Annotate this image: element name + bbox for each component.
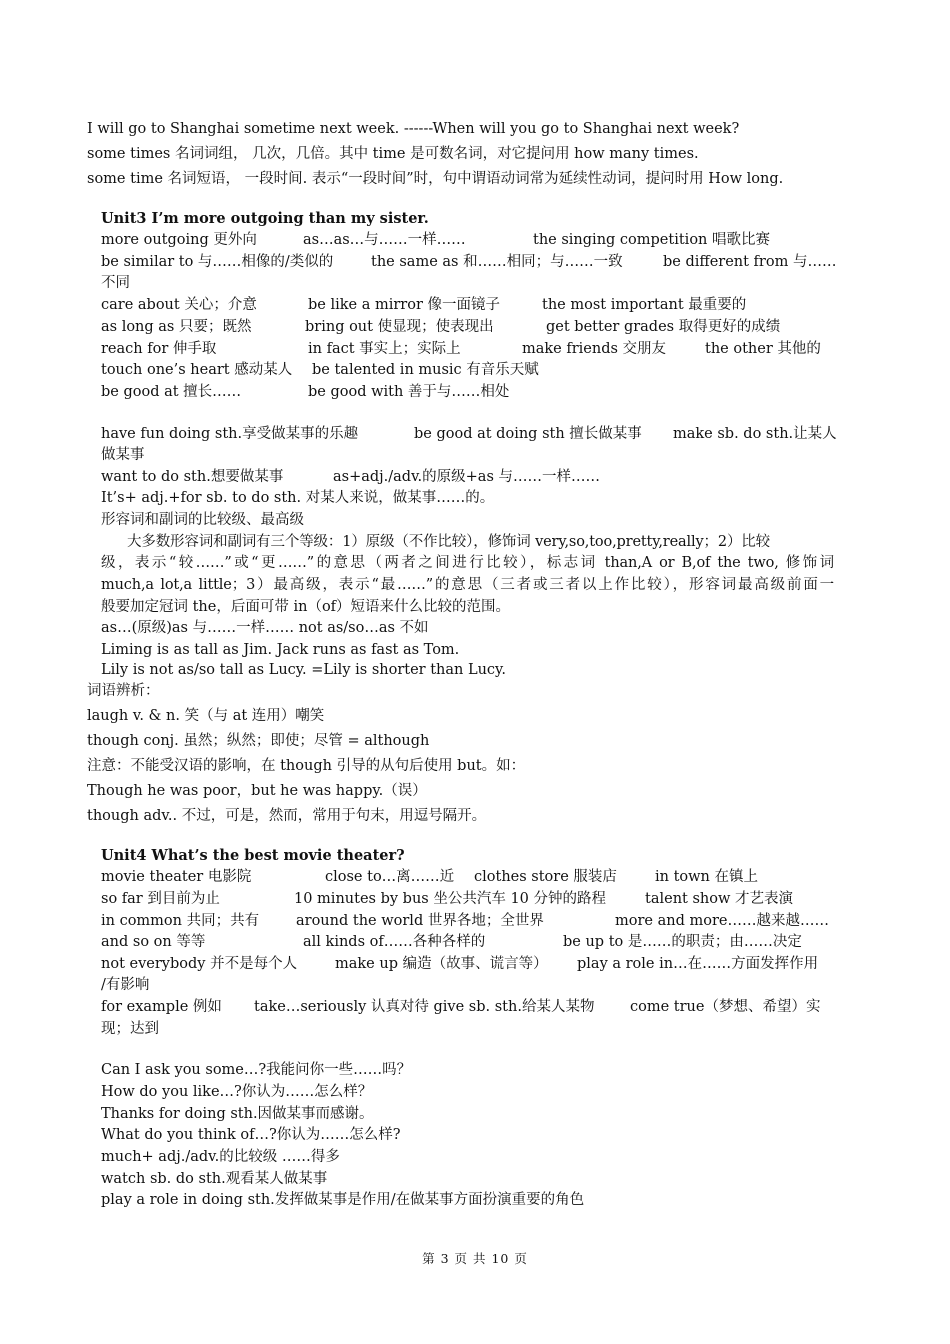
phrase: and so on 等等: [101, 934, 206, 950]
text-line: Though he was poor，but he was happy.（误）: [87, 783, 427, 799]
phrase: around the world 世界各地；全世界: [296, 913, 544, 929]
phrase: the other 其他的: [705, 341, 821, 357]
phrase: more and more……越来越……: [615, 913, 829, 929]
phrase: as…as…与……一样……: [303, 232, 466, 248]
phrase: touch one’s heart 感动某人: [101, 362, 293, 378]
phrase: play a role in…在……方面发挥作用: [577, 956, 819, 972]
phrase: want to do sth.想要做某事: [101, 469, 284, 485]
text-line: 做某事: [101, 447, 145, 463]
phrase: the most important 最重要的: [542, 297, 747, 313]
example-line: Lily is not as/so tall as Lucy. =Lily is shorter than Lucy.: [101, 662, 506, 678]
grammar-line: as…(原级)as 与……一样…… not as/so…as 不如: [101, 620, 429, 636]
phrase: be good with 善于与……相处: [308, 384, 510, 400]
sentence-line: play a role in doing sth.发挥做某事是作用/在做某事方面扮演重要的角色: [101, 1192, 585, 1208]
phrase: as long as 只要；既然: [101, 319, 252, 335]
phrase: for example 例如: [101, 999, 222, 1015]
grammar-line: 般要加定冠词 the，后面可带 in（of）短语来什么比较的范围。: [101, 599, 511, 615]
phrase: talent show 才艺表演: [645, 891, 793, 907]
phrase: in fact 事实上；实际上: [308, 341, 461, 357]
text-line: I will go to Shanghai sometime next week. ------When will you go to Shanghai next week?: [87, 121, 740, 137]
text-line: though conj. 虽然；纵然；即使；尽管 = although: [87, 733, 430, 749]
sentence-line: Thanks for doing sth.因做某事而感谢。: [101, 1106, 374, 1122]
phrase: make sb. do sth.让某人: [673, 426, 837, 442]
phrase: movie theater 电影院: [101, 869, 252, 885]
phrase: take…seriously 认真对待 give sb. sth.给某人某物: [254, 999, 595, 1015]
sentence-line: watch sb. do sth.观看某人做某事: [101, 1171, 328, 1187]
phrase: be talented in music 有音乐天赋: [312, 362, 539, 378]
phrase: be like a mirror 像一面镜子: [308, 297, 500, 313]
phrase: be different from 与……: [663, 254, 837, 270]
phrase: come true（梦想、希望）实: [630, 999, 821, 1015]
phrase: clothes store 服装店: [474, 869, 617, 885]
text-line: 现；达到: [101, 1021, 159, 1037]
unit4-heading: Unit4 What’s the best movie theater?: [101, 847, 405, 864]
text-line: some times 名词词组， 几次，几倍。其中 time 是可数名词，对它提问用 how many times.: [87, 146, 699, 162]
phrase: close to…离……近: [325, 869, 455, 885]
phrase: care about 关心；介意: [101, 297, 257, 313]
phrase: reach for 伸手取: [101, 341, 217, 357]
phrase: have fun doing sth.享受做某事的乐趣: [101, 426, 359, 442]
phrase: the same as 和……相同；与……一致: [371, 254, 623, 270]
phrase: make friends 交朋友: [522, 341, 667, 357]
text-line: though adv.. 不过，可是，然而，常用于句末，用逗号隔开。: [87, 808, 487, 824]
phrase: be up to 是……的职责；由……决定: [563, 934, 802, 950]
phrase: in town 在镇上: [655, 869, 759, 885]
text-line: /有影响: [101, 977, 150, 993]
sentence-line: What do you think of…?你认为……怎么样?: [101, 1127, 401, 1143]
text-line: 注意：不能受汉语的影响，在 though 引导的从句后使用 but。如：: [87, 758, 526, 774]
phrase: 10 minutes by bus 坐公共汽车 10 分钟的路程: [294, 891, 607, 907]
text-line: 不同: [101, 275, 130, 291]
phrase: make up 编造（故事、谎言等）: [335, 956, 548, 972]
sentence-line: Can I ask you some…?我能问你一些……吗？: [101, 1062, 412, 1078]
phrase: be good at 擅长……: [101, 384, 242, 400]
page-number: 第 3 页 共 10 页: [422, 1251, 528, 1266]
grammar-line: much,a lot,a little；3）最高级，表示“最……”的意思（三者或三者以上作比较），形容词最高级前面一: [101, 577, 834, 593]
phrase: be good at doing sth 擅长做某事: [414, 426, 642, 442]
phrase: the singing competition 唱歌比赛: [533, 232, 770, 248]
grammar-line: 大多数形容词和副词有三个等级：1）原级（不作比较），修饰词 very,so,too,pretty,really；2）比较: [127, 534, 771, 550]
text-line: It’s+ adj.+for sb. to do sth. 对某人来说，做某事……的。: [101, 490, 495, 506]
phrase: as+adj./adv.的原级+as 与……一样……: [333, 469, 601, 485]
phrase: in common 共同；共有: [101, 913, 260, 929]
text-line: some time 名词短语， 一段时间. 表示“一段时间”时，句中谓语动词常为延续性动词，提问时用 How long.: [87, 171, 784, 187]
sentence-line: How do you like…?你认为……怎么样？: [101, 1084, 373, 1100]
sentence-line: much+ adj./adv.的比较级 ……得多: [101, 1149, 340, 1165]
unit3-heading: Unit3 I’m more outgoing than my sister.: [101, 210, 429, 227]
example-line: Liming is as tall as Jim. Jack runs as fast as Tom.: [101, 642, 460, 658]
phrase: not everybody 并不是每个人: [101, 956, 298, 972]
phrase: bring out 使显现；使表现出: [305, 319, 494, 335]
phrase: be similar to 与……相像的/类似的: [101, 254, 334, 270]
phrase: so far 到目前为止: [101, 891, 220, 907]
phrase: get better grades 取得更好的成绩: [546, 319, 781, 335]
phrase: all kinds of……各种各样的: [303, 934, 486, 950]
phrase: more outgoing 更外向: [101, 232, 257, 248]
text-line: laugh v. & n. 笑（与 at 连用）嘲笑: [87, 708, 325, 724]
text-line: 形容词和副词的比较级、最高级: [101, 512, 304, 528]
section-heading: 词语辨析：: [87, 683, 160, 699]
grammar-line: 级，表示“较……”或“更……”的意思（两者之间进行比较），标志词 than,A or B,of the two, 修饰词: [101, 555, 834, 571]
